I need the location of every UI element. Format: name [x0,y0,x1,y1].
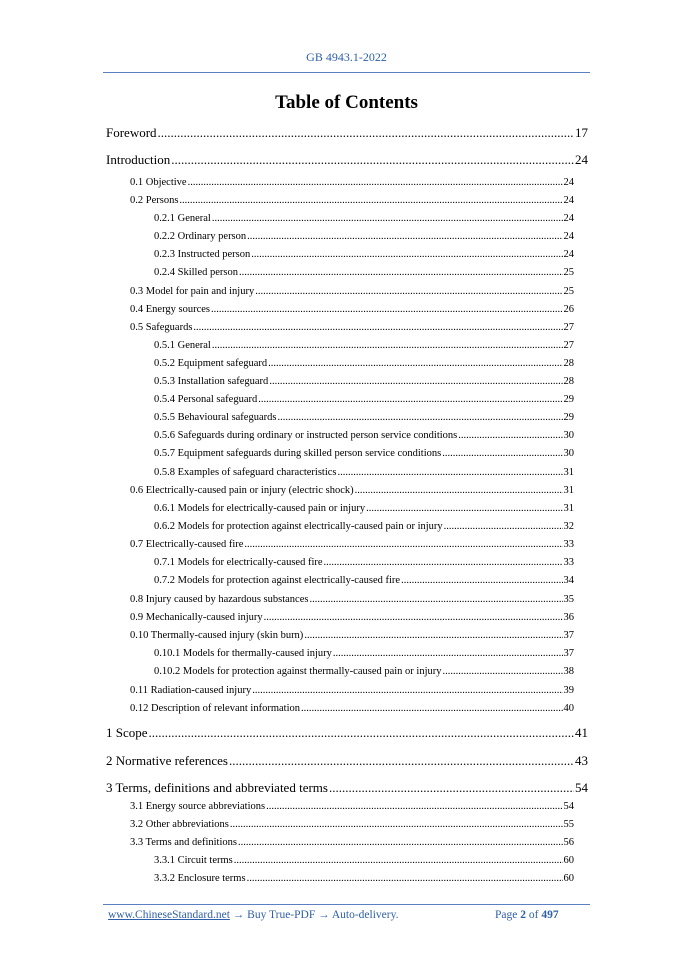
toc-entry-page: 38 [563,666,574,677]
toc-entry-page: 32 [563,521,574,532]
toc-entry-label: 0.10 Thermally-caused injury (skin burn) [130,630,304,641]
toc-dot-leader [304,630,562,641]
toc-dot-leader [355,485,563,496]
toc-entry[interactable] [130,177,574,188]
toc-dot-leader [277,412,562,423]
toc-dot-leader [266,801,562,812]
toc-entry-label: Introduction [106,152,171,167]
toc-dot-leader [244,539,562,550]
toc-entry-page: 31 [563,485,574,496]
current-page: 2 [520,909,526,921]
toc-entry-page: 25 [563,267,574,278]
toc-entry-page: 28 [563,358,574,369]
toc-entry[interactable] [154,376,574,387]
toc-entry-label: 0.5 Safeguards [130,322,193,333]
page-word: Page [495,909,518,921]
toc-dot-leader [458,430,562,441]
toc-entry-label: 0.5.5 Behavioural safeguards [154,412,277,423]
toc-entry-page: 28 [563,376,574,387]
toc-entry-label: 0.3 Model for pain and injury [130,286,255,297]
toc-dot-leader [444,521,563,532]
document-header: GB 4943.1-2022 [306,50,387,64]
toc-entry[interactable] [130,801,574,812]
toc-entry-page: 60 [563,873,574,884]
footer-promo-text: → Buy True-PDF → Auto-delivery. [229,909,399,921]
toc-entry[interactable] [130,819,574,830]
toc-entry-label: 0.12 Description of relevant information [130,703,300,714]
toc-entry-label: 0.2.4 Skilled person [154,267,238,278]
page-counter [495,909,559,921]
toc-entry-page: 60 [563,855,574,866]
toc-entry[interactable] [106,725,588,741]
toc-dot-leader [212,340,563,351]
toc-dot-leader [269,376,562,387]
toc-entry[interactable] [154,557,574,568]
toc-entry-page: 54 [563,801,574,812]
toc-entry[interactable] [154,340,574,351]
toc-entry-page: 34 [563,575,574,586]
toc-entry[interactable] [154,873,574,884]
toc-entry-page: 27 [563,322,574,333]
toc-entry-page: 17 [575,125,588,140]
toc-entry[interactable] [130,539,574,550]
toc-dot-leader [366,503,562,514]
toc-dot-leader [301,703,563,714]
toc-entry-page: 29 [563,412,574,423]
toc-entry-label: 0.2 Persons [130,195,179,206]
toc-dot-leader [268,358,562,369]
toc-entry[interactable] [154,412,574,423]
page-title: Table of Contents [275,92,418,113]
toc-dot-leader [401,575,562,586]
toc-dot-leader [158,125,574,141]
toc-entry-page: 33 [563,557,574,568]
toc-entry-label: 0.5.2 Equipment safeguard [154,358,268,369]
toc-entry-label: 0.5.1 General [154,340,211,351]
toc-entry-page: 56 [563,837,574,848]
toc-dot-leader [443,666,563,677]
toc-entry-page: 24 [563,213,574,224]
toc-dot-leader [149,725,574,741]
toc-entry[interactable] [154,467,574,478]
toc-entry-label: 0.5.8 Examples of safeguard characteristics [154,467,337,478]
toc-entry-page: 36 [563,612,574,623]
toc-entry-page: 31 [563,467,574,478]
toc-dot-leader [247,231,562,242]
toc-entry-page: 24 [563,249,574,260]
toc-entry[interactable] [130,195,574,206]
toc-dot-leader [255,286,562,297]
toc-entry[interactable] [154,648,574,659]
toc-entry-label: 0.10.1 Models for thermally-caused injury [154,648,332,659]
toc-entry[interactable] [154,503,574,514]
toc-entry-label: 3 Terms, definitions and abbreviated terms [106,780,328,795]
toc-entry-label: 0.5.3 Installation safeguard [154,376,269,387]
toc-entry-label: 0.2.3 Instructed person [154,249,251,260]
toc-entry-label: 0.2.1 General [154,213,211,224]
toc-entry[interactable] [154,213,574,224]
toc-dot-leader [234,855,563,866]
toc-dot-leader [309,594,562,605]
toc-entry[interactable] [106,152,588,168]
toc-entry[interactable] [106,780,588,796]
toc-entry[interactable] [130,630,574,641]
toc-entry-page: 43 [575,753,588,768]
toc-entry[interactable] [154,430,574,441]
toc-entry-label: 3.3.1 Circuit terms [154,855,233,866]
toc-entry[interactable] [130,612,574,623]
toc-entry-page: 33 [563,539,574,550]
toc-dot-leader [264,612,563,623]
toc-dot-leader [179,195,562,206]
toc-entry-label: 0.5.6 Safeguards during ordinary or instructed person service conditions [154,430,458,441]
toc-dot-leader [258,394,562,405]
of-word: of [528,909,539,921]
site-link[interactable]: www.ChineseStandard.net [108,909,230,921]
toc-entry[interactable] [154,249,574,260]
toc-entry-page: 24 [575,152,588,167]
toc-entry-page: 54 [575,780,588,795]
toc-entry[interactable] [106,125,588,141]
toc-entry-label: 0.10.2 Models for protection against thermally-caused pain or injury [154,666,442,677]
toc-entry[interactable] [154,521,574,532]
toc-entry[interactable] [106,753,588,769]
toc-entry-page: 24 [563,231,574,242]
toc-entry-label: 0.11 Radiation-caused injury [130,685,252,696]
toc-entry[interactable] [154,575,574,586]
toc-entry-label: 0.6 Electrically-caused pain or injury (electric shock) [130,485,354,496]
toc-dot-leader [252,685,562,696]
page-footer [0,909,693,925]
toc-dot-leader [239,267,563,278]
toc-entry-label: 0.9 Mechanically-caused injury [130,612,263,623]
toc-entry-label: Foreword [106,125,157,140]
toc-entry-label: 3.3.2 Enclosure terms [154,873,246,884]
toc-entry[interactable] [154,394,574,405]
toc-entry[interactable] [154,666,574,677]
toc-dot-leader [211,304,563,315]
toc-entry-label: 0.7.2 Models for protection against electrically-caused fire [154,575,401,586]
toc-entry-page: 30 [563,448,574,459]
toc-entry[interactable] [154,231,574,242]
toc-entry-label: 0.1 Objective [130,177,187,188]
toc-entry[interactable] [130,322,574,333]
toc-entry[interactable] [130,304,574,315]
toc-entry[interactable] [154,448,574,459]
toc-dot-leader [333,648,563,659]
toc-dot-leader [188,177,563,188]
toc-dot-leader [193,322,562,333]
toc-entry-label: 0.2.2 Ordinary person [154,231,247,242]
footer-divider [103,904,590,905]
toc-entry[interactable] [130,485,574,496]
toc-entry-label: 2 Normative references [106,753,228,768]
header-divider [103,72,590,73]
toc-dot-leader [329,780,574,796]
toc-entry-page: 39 [563,685,574,696]
toc-entry-label: 0.6.2 Models for protection against electrically-caused pain or injury [154,521,443,532]
toc-entry-page: 25 [563,286,574,297]
toc-entry[interactable] [130,594,574,605]
toc-entry-page: 55 [563,819,574,830]
toc-dot-leader [338,467,563,478]
toc-entry-label: 0.7 Electrically-caused fire [130,539,244,550]
toc-entry-label: 3.1 Energy source abbreviations [130,801,266,812]
toc-dot-leader [238,837,563,848]
toc-entry[interactable] [130,837,574,848]
toc-dot-leader [251,249,562,260]
toc-entry[interactable] [154,855,574,866]
toc-entry-label: 0.8 Injury caused by hazardous substances [130,594,309,605]
toc-entry-label: 0.5.7 Equipment safeguards during skilled person service conditions [154,448,442,459]
toc-entry-page: 24 [563,177,574,188]
toc-entry-label: 3.2 Other abbreviations [130,819,229,830]
toc-entry-page: 29 [563,394,574,405]
toc-dot-leader [229,753,574,769]
footer-promo [108,909,398,921]
toc-entry-label: 1 Scope [106,725,148,740]
toc-dot-leader [171,152,574,168]
toc-entry-page: 26 [563,304,574,315]
toc-entry[interactable] [154,358,574,369]
toc-entry-page: 41 [575,725,588,740]
toc-entry-page: 37 [563,630,574,641]
toc-dot-leader [442,448,562,459]
toc-entry[interactable] [130,685,574,696]
toc-entry-page: 24 [563,195,574,206]
toc-entry[interactable] [154,267,574,278]
toc-entry-label: 0.4 Energy sources [130,304,210,315]
total-pages: 497 [541,909,559,921]
toc-dot-leader [230,819,563,830]
toc-entry-page: 31 [563,503,574,514]
toc-dot-leader [247,873,563,884]
toc-entry-page: 40 [563,703,574,714]
toc-entry[interactable] [130,703,574,714]
toc-dot-leader [324,557,563,568]
toc-entry[interactable] [130,286,574,297]
toc-entry-label: 0.5.4 Personal safeguard [154,394,258,405]
toc-dot-leader [212,213,563,224]
toc-entry-label: 0.7.1 Models for electrically-caused fire [154,557,323,568]
toc-entry-label: 3.3 Terms and definitions [130,837,237,848]
toc-entry-page: 27 [563,340,574,351]
toc-entry-page: 35 [563,594,574,605]
toc-entry-page: 30 [563,430,574,441]
toc-entry-label: 0.6.1 Models for electrically-caused pain or injury [154,503,366,514]
toc-entry-page: 37 [563,648,574,659]
